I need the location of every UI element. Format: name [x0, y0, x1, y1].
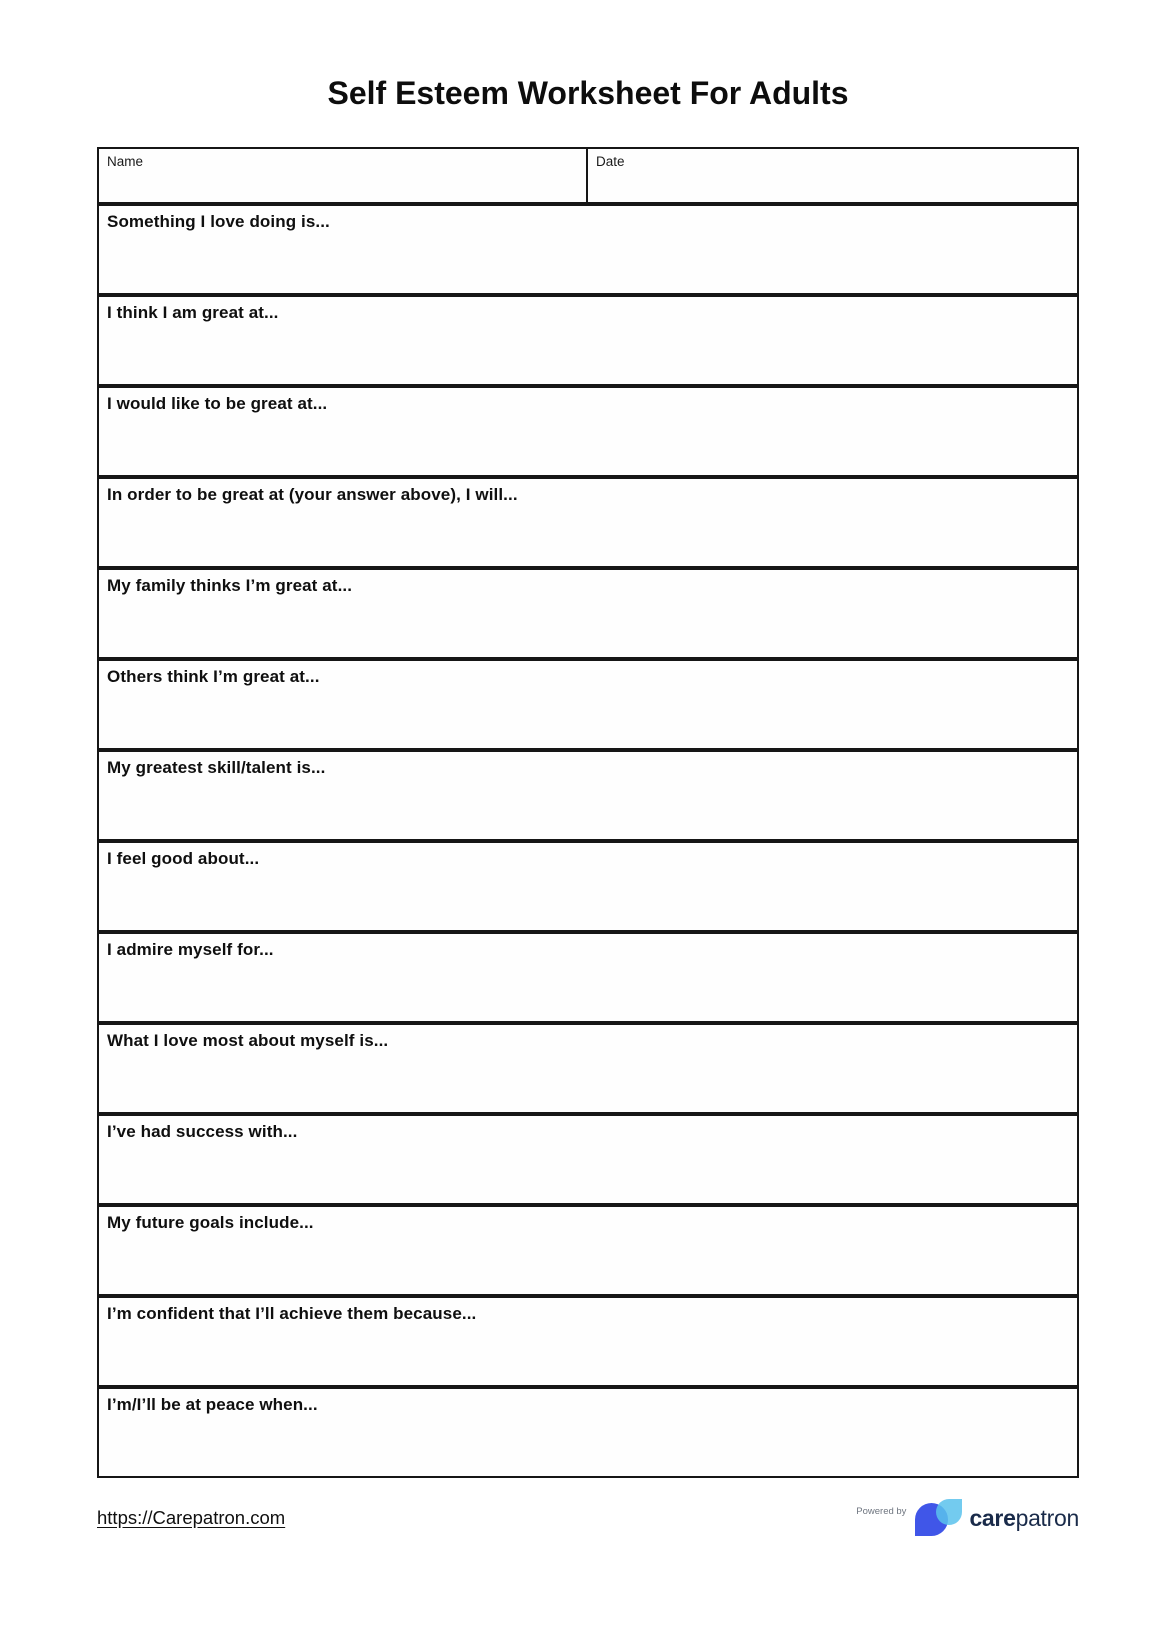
prompt-row	[97, 932, 1079, 1023]
prompt-cell	[97, 659, 1079, 750]
powered-by-brand	[856, 1499, 1079, 1537]
logo-bubble-light	[936, 1499, 962, 1525]
date-cell	[588, 147, 1079, 204]
prompt-cell	[97, 295, 1079, 386]
prompt-label: Others think I’m great at...	[107, 667, 320, 686]
prompt-label: I’ve had success with...	[107, 1122, 298, 1141]
answer-space	[107, 1415, 1069, 1492]
prompt-label: I admire myself for...	[107, 940, 274, 959]
prompt-cell	[97, 1387, 1079, 1478]
prompt-label: What I love most about myself is...	[107, 1031, 389, 1050]
prompt-row	[97, 1387, 1079, 1478]
name-date-row	[97, 147, 1079, 204]
prompt-row	[97, 1296, 1079, 1387]
prompt-row	[97, 750, 1079, 841]
prompt-row	[97, 568, 1079, 659]
brand-patron-text: patron	[1015, 1504, 1079, 1531]
prompt-label: I think I am great at...	[107, 303, 279, 322]
prompt-row	[97, 659, 1079, 750]
prompt-row	[97, 1023, 1079, 1114]
powered-by-label: Powered by	[856, 1505, 907, 1517]
prompt-row	[97, 841, 1079, 932]
prompt-row	[97, 1205, 1079, 1296]
prompt-row	[97, 477, 1079, 568]
prompt-label: In order to be great at (your answer above), I will...	[107, 485, 518, 504]
carepatron-speech-bubbles-icon	[915, 1499, 963, 1537]
page-title: Self Esteem Worksheet For Adults	[327, 75, 849, 111]
name-cell	[97, 147, 588, 204]
prompt-cell	[97, 1114, 1079, 1205]
prompt-label: I would like to be great at...	[107, 394, 328, 413]
prompt-row	[97, 204, 1079, 295]
worksheet-table	[97, 147, 1079, 1478]
prompt-label: I feel good about...	[107, 849, 260, 868]
brand-care-text: care	[969, 1504, 1016, 1531]
prompt-row	[97, 295, 1079, 386]
page-footer	[97, 1499, 1079, 1537]
prompt-cell	[97, 750, 1079, 841]
prompt-cell	[97, 841, 1079, 932]
prompt-rows	[97, 204, 1079, 1478]
prompt-label: I’m confident that I’ll achieve them because...	[107, 1304, 477, 1323]
prompt-label: My future goals include...	[107, 1213, 314, 1232]
prompt-cell	[97, 932, 1079, 1023]
prompt-cell	[97, 1296, 1079, 1387]
prompt-cell	[97, 477, 1079, 568]
name-label: Name	[107, 154, 144, 169]
prompt-label: My greatest skill/talent is...	[107, 758, 326, 777]
carepatron-link[interactable]: https://Carepatron.com	[97, 1507, 286, 1528]
prompt-label: My family thinks I’m great at...	[107, 576, 353, 595]
date-label: Date	[596, 154, 625, 169]
prompt-cell	[97, 204, 1079, 295]
prompt-label: I’m/I’ll be at peace when...	[107, 1395, 318, 1414]
prompt-cell	[97, 1023, 1079, 1114]
prompt-cell	[97, 386, 1079, 477]
prompt-row	[97, 1114, 1079, 1205]
prompt-cell	[97, 1205, 1079, 1296]
prompt-row	[97, 386, 1079, 477]
prompt-label: Something I love doing is...	[107, 212, 330, 231]
prompt-cell	[97, 568, 1079, 659]
brand-wordmark	[969, 1505, 1079, 1532]
